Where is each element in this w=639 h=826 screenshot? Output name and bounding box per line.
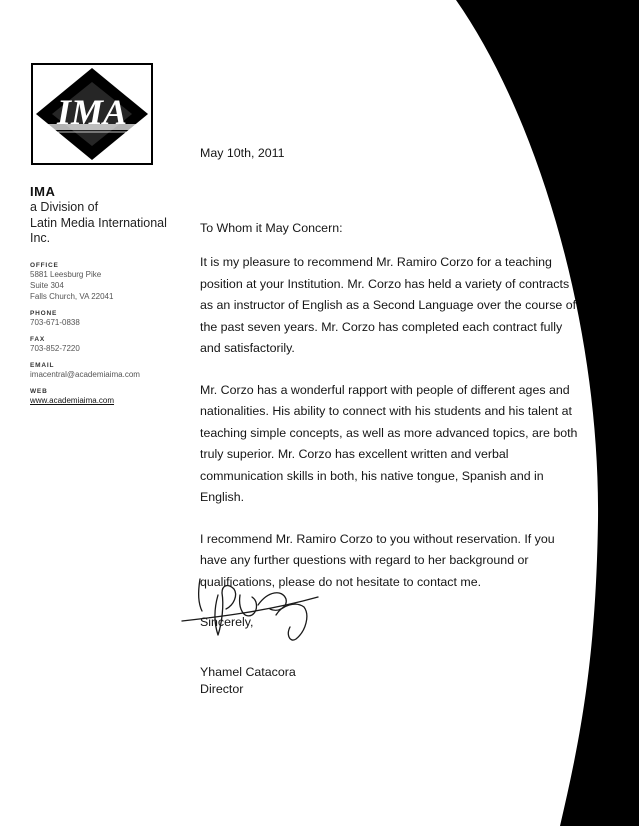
office-line-street: 5881 Leesburg Pike: [30, 270, 102, 279]
phone-number: 703-671-0838: [30, 318, 80, 327]
signer-title: Director: [200, 682, 244, 696]
office-line-suite: Suite 304: [30, 281, 64, 290]
letter-paragraph-3: I recommend Mr. Ramiro Corzo to you without reservation. If you have any further questions with regard to her background or qualifications, please do not hesitate to contact me.: [200, 531, 555, 589]
letter-paragraph-1: It is my pleasure to recommend Mr. Ramiro Corzo for a teaching position at your Institution. Mr. Corzo has held a variety of contracts as an instructor of English as a Second Language over the course of the past seven years. Mr. Corzo has completed each contract fully and satisfactorily.: [200, 255, 577, 355]
web-label: WEB: [30, 388, 48, 395]
letter-paragraph-2: Mr. Corzo has a wonderful rapport with people of different ages and nationalities. His ability to connect with his students and his talent at teaching simple concepts, as well as more advanced topics, are both truly superior. Mr. Corzo has excellent written and verbal communication skills in both, his native tongue, Spanish and in English.: [200, 382, 578, 504]
org-name: IMA: [30, 184, 56, 199]
email-address: imacentral@academiaima.com: [30, 370, 140, 379]
office-line-city: Falls Church, VA 22041: [30, 292, 114, 301]
office-label: OFFICE: [30, 262, 59, 269]
svg-text:IMA: IMA: [56, 92, 128, 132]
org-division-line: a Division of: [30, 200, 99, 214]
letter-date: May 10th, 2011: [200, 146, 285, 160]
handwritten-signature: [178, 565, 338, 675]
org-parent-line: Latin Media International Inc.: [30, 216, 167, 245]
letter-closing: Sincerely,: [200, 615, 254, 629]
ima-logo: [30, 62, 154, 166]
letter-greeting: To Whom it May Concern:: [200, 221, 343, 235]
fax-label: FAX: [30, 336, 46, 343]
web-link[interactable]: www.academiaima.com: [30, 396, 115, 405]
letterhead-sidebar: [30, 184, 190, 406]
contact-block: [30, 262, 190, 406]
phone-label: PHONE: [30, 310, 58, 317]
signer-name: Yhamel Catacora: [200, 665, 296, 679]
email-label: EMAIL: [30, 362, 55, 369]
fax-number: 703-852-7220: [30, 344, 80, 353]
